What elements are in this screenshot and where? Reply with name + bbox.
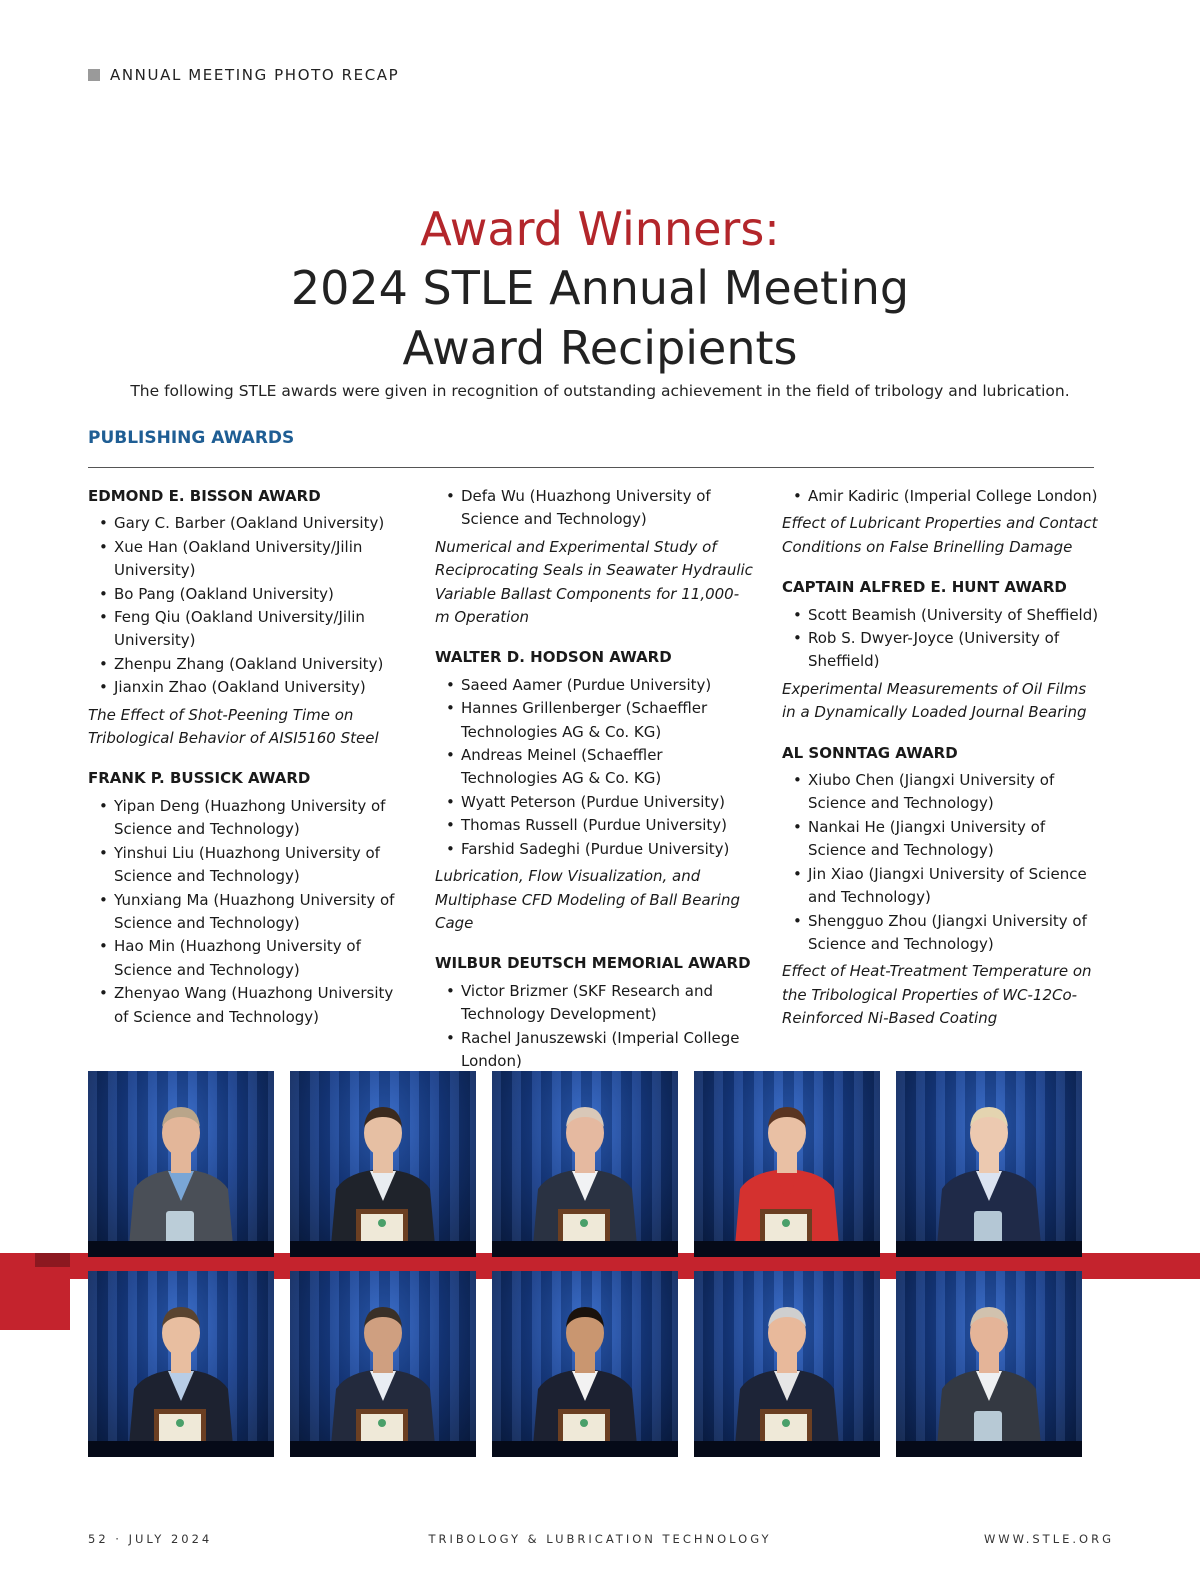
award-name: WILBUR DEUTSCH MEMORIAL AWARD (435, 954, 751, 973)
recipient-list (782, 485, 1100, 508)
award-photo (492, 1071, 678, 1257)
award-column-1 (88, 485, 406, 1046)
paper-title: Numerical and Experimental Study of Reciprocating Seals in Seawater Hydraulic Variable Ballast Components for 11,000-m Operation (435, 537, 753, 627)
stage-floor (492, 1441, 678, 1457)
award-photo (694, 1271, 880, 1457)
award-photo (492, 1271, 678, 1457)
stage-floor (492, 1241, 678, 1257)
paper-title: The Effect of Shot-Peening Time on Tribological Behavior of AISI5160 Steel (88, 705, 379, 748)
recipient-item: • Wyatt Peterson (Purdue University) (461, 791, 753, 814)
recipient-list (435, 485, 753, 532)
paper-title: Effect of Heat-Treatment Temperature on the Tribological Properties of WC-12Co-Reinforced Ni-Based Coating (782, 962, 1092, 1028)
stage-floor (88, 1441, 274, 1457)
recipient-item: • Shengguo Zhou (Jiangxi University of Science and Technology) (808, 910, 1100, 957)
recipient-item: • Yipan Deng (Huazhong University of Science and Technology) (114, 795, 406, 842)
award-photo (88, 1271, 274, 1457)
stage-floor (694, 1441, 880, 1457)
publication-name: TRIBOLOGY & LUBRICATION TECHNOLOGY (428, 1532, 772, 1546)
award-photo (290, 1271, 476, 1457)
stage-floor (694, 1241, 880, 1257)
recipient-item: • Gary C. Barber (Oakland University) (114, 512, 406, 535)
recipient-figure (88, 1271, 274, 1457)
recipient-list (782, 769, 1100, 956)
paper-title: Experimental Measurements of Oil Films in a Dynamically Loaded Journal Bearing (782, 679, 1087, 722)
recipient-item: • Rob S. Dwyer-Joyce (University of Sheffield) (808, 627, 1100, 674)
website-link[interactable]: WWW.STLE.ORG (983, 1532, 1114, 1546)
stage-floor (290, 1441, 476, 1457)
recipient-item: • Nankai He (Jiangxi University of Science and Technology) (808, 816, 1100, 863)
recipient-figure (694, 1271, 880, 1457)
recipient-item: • Jin Xiao (Jiangxi University of Science and Technology) (808, 863, 1100, 910)
recipient-figure (896, 1071, 1082, 1257)
recipient-item: • Thomas Russell (Purdue University) (461, 814, 753, 837)
recipient-item: • Scott Beamish (University of Sheffield) (808, 604, 1100, 627)
award-photo (896, 1271, 1082, 1457)
section-tag-label: ANNUAL MEETING PHOTO RECAP (110, 66, 400, 84)
recipient-figure (492, 1071, 678, 1257)
recipient-figure (88, 1071, 274, 1257)
award-name: WALTER D. HODSON AWARD (435, 648, 672, 667)
recipient-figure (896, 1271, 1082, 1457)
recipient-figure (290, 1071, 476, 1257)
recipient-item: • Jianxin Zhao (Oakland University) (114, 676, 406, 699)
title-line-1: Award Winners: (420, 202, 780, 256)
recipient-item: • Defa Wu (Huazhong University of Science and Technology) (461, 485, 753, 532)
recipient-item: • Feng Qiu (Oakland University/Jilin University) (114, 606, 406, 653)
award-photo (896, 1071, 1082, 1257)
award-photo (290, 1071, 476, 1257)
recipient-item: • Victor Brizmer (SKF Research and Technology Development) (461, 980, 753, 1027)
recipient-item: • Rachel Januszewski (Imperial College London) (461, 1027, 753, 1074)
recipient-figure (290, 1271, 476, 1457)
recipient-list (88, 512, 406, 699)
recipient-item: • Xue Han (Oakland University/Jilin University) (114, 536, 406, 583)
award-photo (694, 1071, 880, 1257)
page-number: 52 (88, 1532, 109, 1546)
red-accent-fold (35, 1253, 70, 1267)
recipient-item: • Yunxiang Ma (Huazhong University of Science and Technology) (114, 889, 406, 936)
title-line-2: 2024 STLE Annual Meeting (290, 261, 910, 315)
issue-date: JULY 2024 (128, 1532, 213, 1546)
award-photo (88, 1071, 274, 1257)
section-marker-icon (88, 69, 100, 81)
footer-separator: · (115, 1532, 129, 1546)
award-name: EDMOND E. BISSON AWARD (88, 487, 321, 505)
stage-floor (896, 1241, 1082, 1257)
recipient-list (782, 604, 1100, 674)
award-name: AL SONNTAG AWARD (782, 743, 958, 762)
recipient-item: • Zhenyao Wang (Huazhong University of Science and Technology) (114, 982, 406, 1029)
category-divider (88, 467, 1094, 468)
recipient-item: • Yinshui Liu (Huazhong University of Science and Technology) (114, 842, 406, 889)
recipient-item: • Hannes Grillenberger (Schaeffler Technologies AG & Co. KG) (461, 697, 753, 744)
recipient-item: • Hao Min (Huazhong University of Science and Technology) (114, 935, 406, 982)
recipient-item: • Zhenpu Zhang (Oakland University) (114, 653, 406, 676)
recipient-item: • Andreas Meinel (Schaeffler Technologies AG & Co. KG) (461, 744, 753, 791)
paper-title: Effect of Lubricant Properties and Contact Conditions on False Brinelling Damage (782, 514, 1098, 556)
category-heading: PUBLISHING AWARDS (88, 428, 295, 448)
award-name: FRANK P. BUSSICK AWARD (88, 769, 311, 788)
recipient-list (435, 674, 753, 861)
recipient-item: • Xiubo Chen (Jiangxi University of Science and Technology) (808, 769, 1100, 816)
stage-floor (896, 1441, 1082, 1457)
recipient-item: • Amir Kadiric (Imperial College London) (808, 485, 1100, 508)
stage-floor (290, 1241, 476, 1257)
paper-title: Lubrication, Flow Visualization, and Multiphase CFD Modeling of Ball Bearing Cage (435, 867, 741, 932)
award-column-3 (782, 485, 1100, 1048)
recipient-item: • Saeed Aamer (Purdue University) (461, 674, 753, 697)
award-name: CAPTAIN ALFRED E. HUNT AWARD (782, 578, 1067, 597)
recipient-figure (694, 1071, 880, 1257)
recipient-item: • Farshid Sadeghi (Purdue University) (461, 838, 753, 861)
recipient-item: • Bo Pang (Oakland University) (114, 583, 406, 606)
stage-floor (88, 1241, 274, 1257)
recipient-list (435, 980, 753, 1074)
recipient-figure (492, 1271, 678, 1457)
page-title (0, 200, 1200, 378)
intro-text: The following STLE awards were given in recognition of outstanding achievement in the field of tribology and lubrication. (130, 382, 1070, 400)
award-column-2 (435, 485, 753, 1090)
recipient-list (88, 795, 406, 1029)
title-line-3: Award Recipients (402, 321, 798, 375)
section-tag (88, 66, 399, 84)
